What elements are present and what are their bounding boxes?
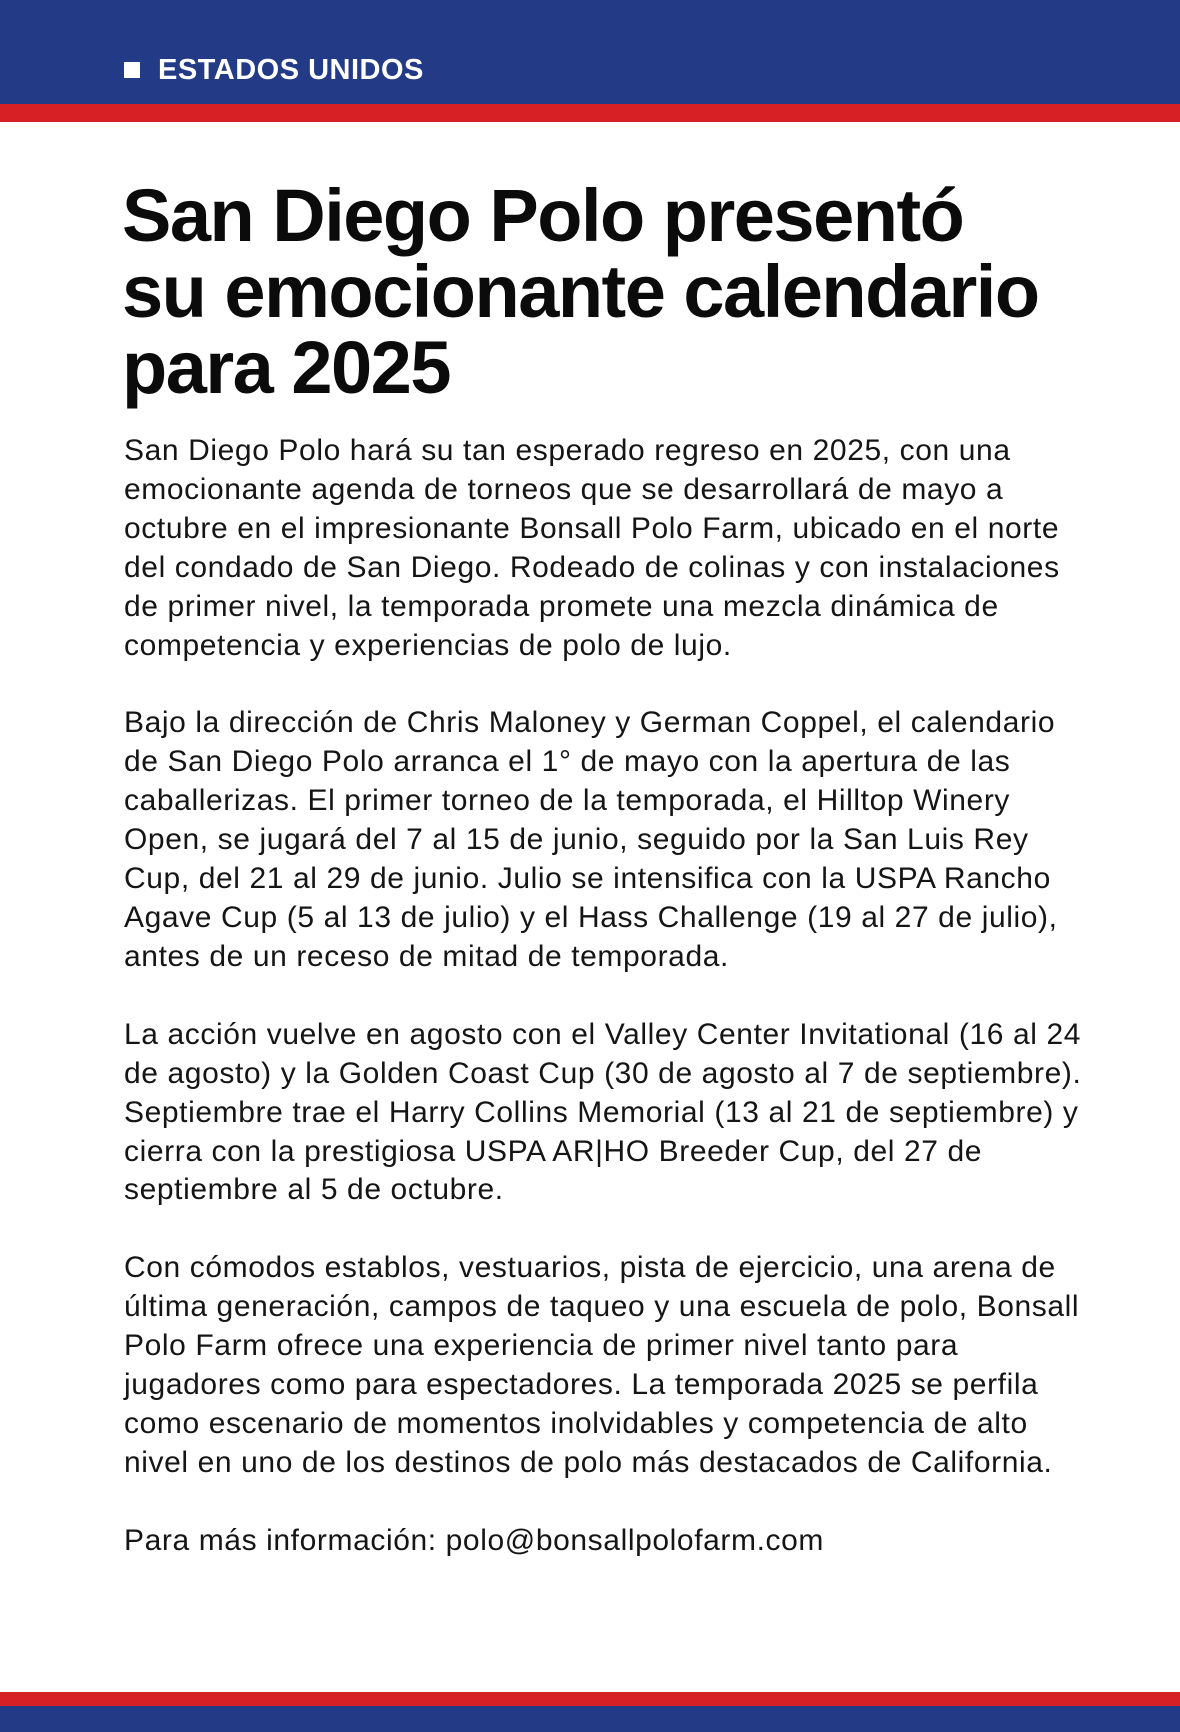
article-paragraph: La acción vuelve en agosto con el Valley Center Invitational (16 al 24 de agosto) y la Golden Coast Cup (30 de agosto al 7 de septiembre). Septiembre trae el Harry Collins Memorial (13 al 21 de septiembre) y cierra con la prestigiosa USPA AR|HO Breeder Cup, del 27 de septiembre al 5 de octubre. (124, 1017, 1082, 1207)
article-body (124, 432, 1084, 1600)
headline-line: su emocionante calendario (122, 250, 1039, 333)
article-paragraph: San Diego Polo hará su tan esperado regreso en 2025, con una emocionante agenda de torneos que se desarrollará de mayo a octubre en el impresionante Bonsall Polo Farm, ubicado en el norte del condado de San Diego. Rodeado de colinas y con instalaciones de primer nivel, la temporada promete una mezcla dinámica de competencia y experiencias de polo de lujo. (124, 434, 1060, 662)
article-paragraph: Con cómodos establos, vestuarios, pista de ejercicio, una arena de última generación, campos de taqueo y una escuela de polo, Bonsall Polo Farm ofrece una experiencia de primer nivel tanto para jugadores como para espectadores. La temporada 2025 se perfila como escenario de momentos inolvidables y competencia de alto nivel en uno de los destinos de polo más destacados de California. (124, 1251, 1080, 1479)
headline-line: para 2025 (122, 326, 450, 409)
article-paragraph: Bajo la dirección de Chris Maloney y German Coppel, el calendario de San Diego Polo arranca el 1° de mayo con la apertura de las caballerizas. El primer torneo de la temporada, el Hilltop Winery Open, se jugará del 7 al 15 de junio, seguido por la San Luis Rey Cup, del 21 al 29 de junio. Julio se intensifica con la USPA Rancho Agave Cup (5 al 13 de julio) y el Hass Challenge (19 al 27 de julio), antes de un receso de mitad de temporada. (124, 706, 1058, 973)
section-tag (124, 50, 424, 90)
headline-line: San Diego Polo presentó (122, 174, 964, 257)
header-red-stripe (0, 104, 1180, 122)
article-headline (122, 174, 1102, 409)
footer-red-stripe (0, 1692, 1180, 1706)
contact-line: Para más información: polo@bonsallpolofarm.com (124, 1523, 825, 1557)
footer-band (0, 1706, 1180, 1732)
section-label: ESTADOS UNIDOS (158, 54, 424, 86)
square-bullet-icon (124, 62, 140, 78)
